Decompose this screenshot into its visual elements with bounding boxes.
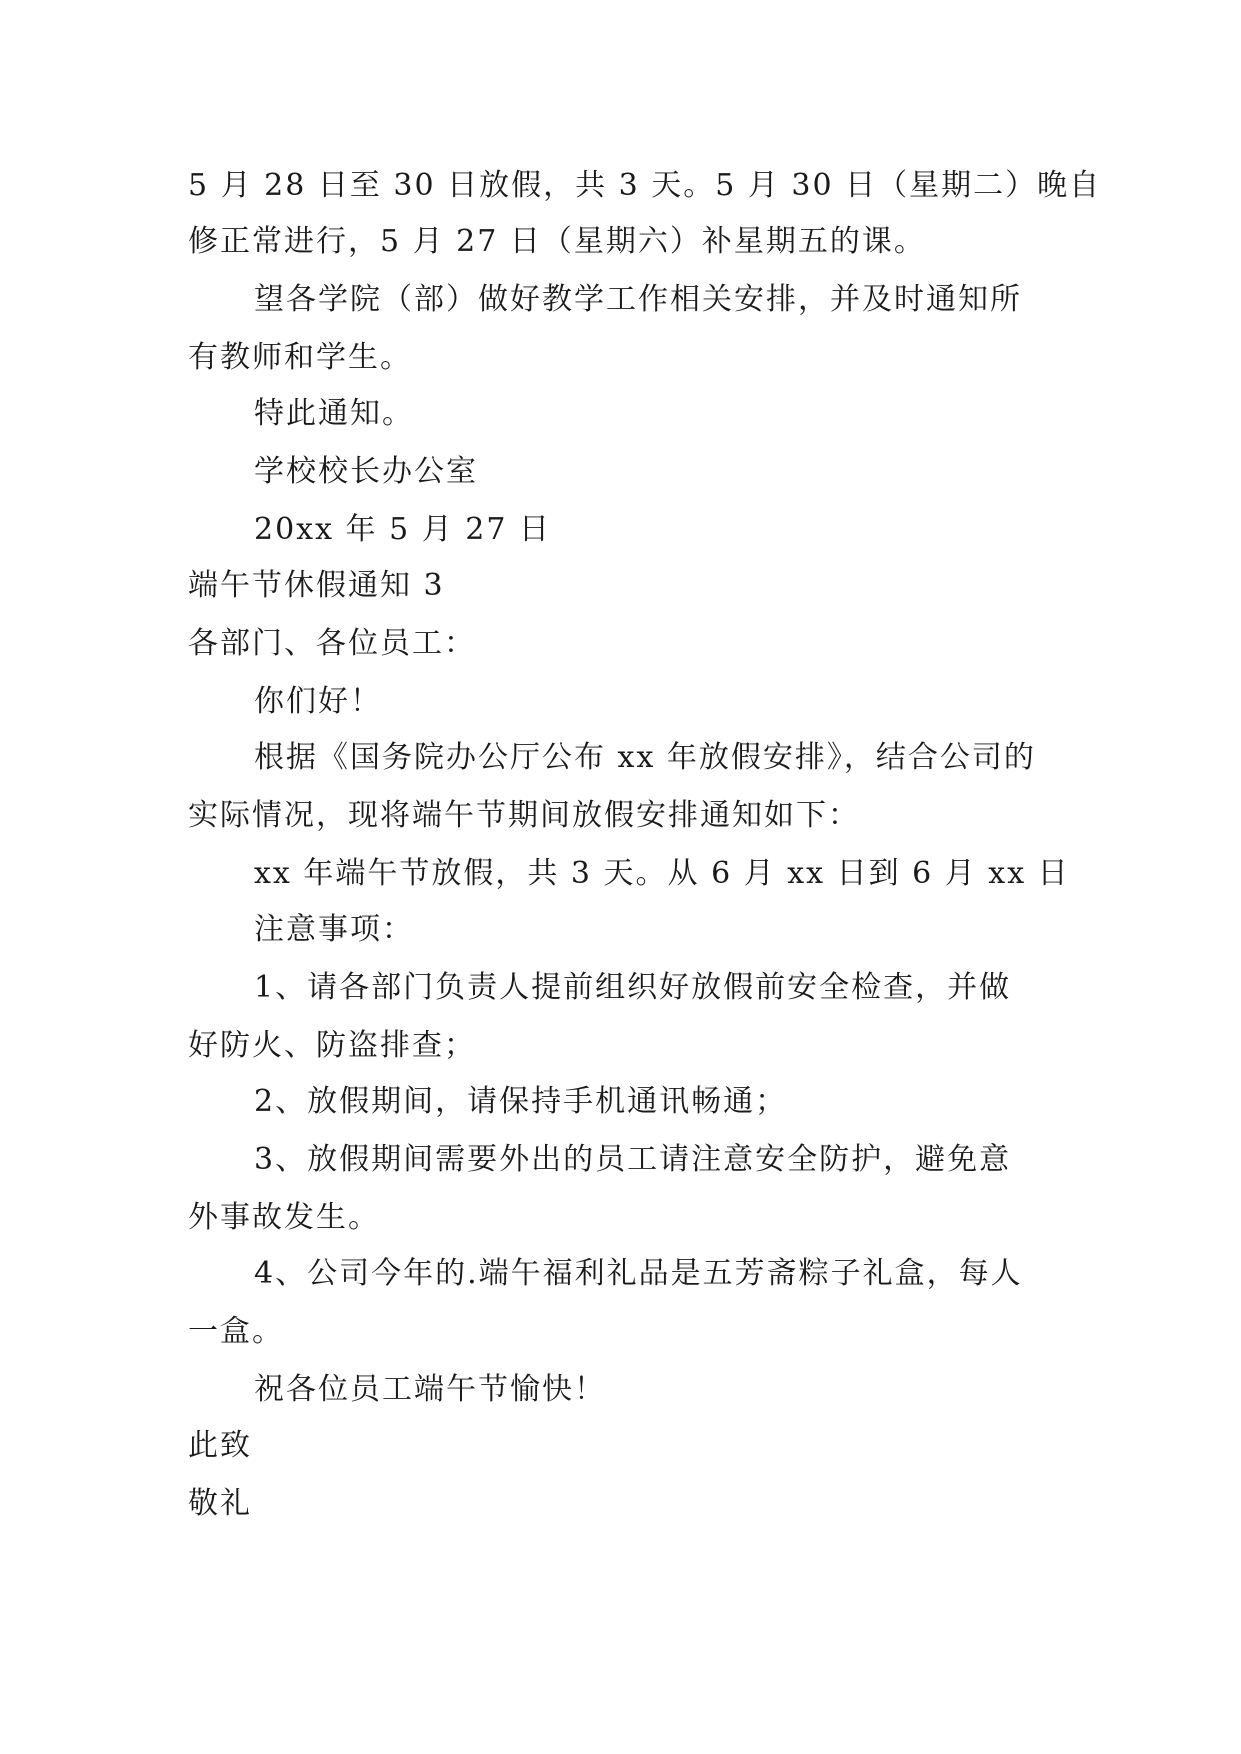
- section-title: 端午节休假通知 3: [188, 568, 445, 603]
- note-2: 2、放假期间，请保持手机通讯畅通；: [254, 1084, 788, 1119]
- note-4-line-2: 一盒。: [188, 1314, 284, 1349]
- text-line-5: 特此通知。: [254, 396, 414, 431]
- signature-date: 20xx 年 5 月 27 日: [254, 512, 551, 547]
- note-3-line-1: 3、放假期间需要外出的员工请注意安全防护，避免意: [254, 1142, 1012, 1177]
- closing-wish: 祝各位员工端午节愉快！: [254, 1372, 606, 1407]
- text-line-13: xx 年端午节放假，共 3 天。从 6 月 xx 日到 6 月 xx 日: [254, 856, 1070, 891]
- note-4-line-1: 4、公司今年的.端午福利礼品是五芳斋粽子礼盒，每人: [254, 1256, 1023, 1291]
- salutation: 各部门、各位员工：: [188, 626, 476, 661]
- greeting: 你们好！: [254, 684, 382, 719]
- text-line-1: 5 月 28 日至 30 日放假，共 3 天。5 月 30 日（星期二）晚自: [188, 168, 1102, 203]
- note-1-line-2: 好防火、防盗排查；: [188, 1028, 476, 1063]
- text-line-12: 实际情况，现将端午节期间放假安排通知如下：: [188, 798, 860, 833]
- text-line-2: 修正常进行，5 月 27 日（星期六）补星期五的课。: [188, 224, 926, 259]
- note-3-line-2: 外事故发生。: [188, 1200, 380, 1235]
- text-line-3: 望各学院（部）做好教学工作相关安排，并及时通知所: [254, 282, 1022, 317]
- signature-office: 学校校长办公室: [254, 454, 478, 489]
- note-1-line-1: 1、请各部门负责人提前组织好放假前安全检查，并做: [254, 970, 1012, 1005]
- closing-ci-zhi: 此致: [188, 1428, 252, 1463]
- notes-heading: 注意事项：: [254, 912, 414, 947]
- text-line-4: 有教师和学生。: [188, 340, 412, 375]
- closing-jing-li: 敬礼: [188, 1486, 252, 1521]
- text-line-11: 根据《国务院办公厅公布 xx 年放假安排》，结合公司的: [254, 740, 1036, 775]
